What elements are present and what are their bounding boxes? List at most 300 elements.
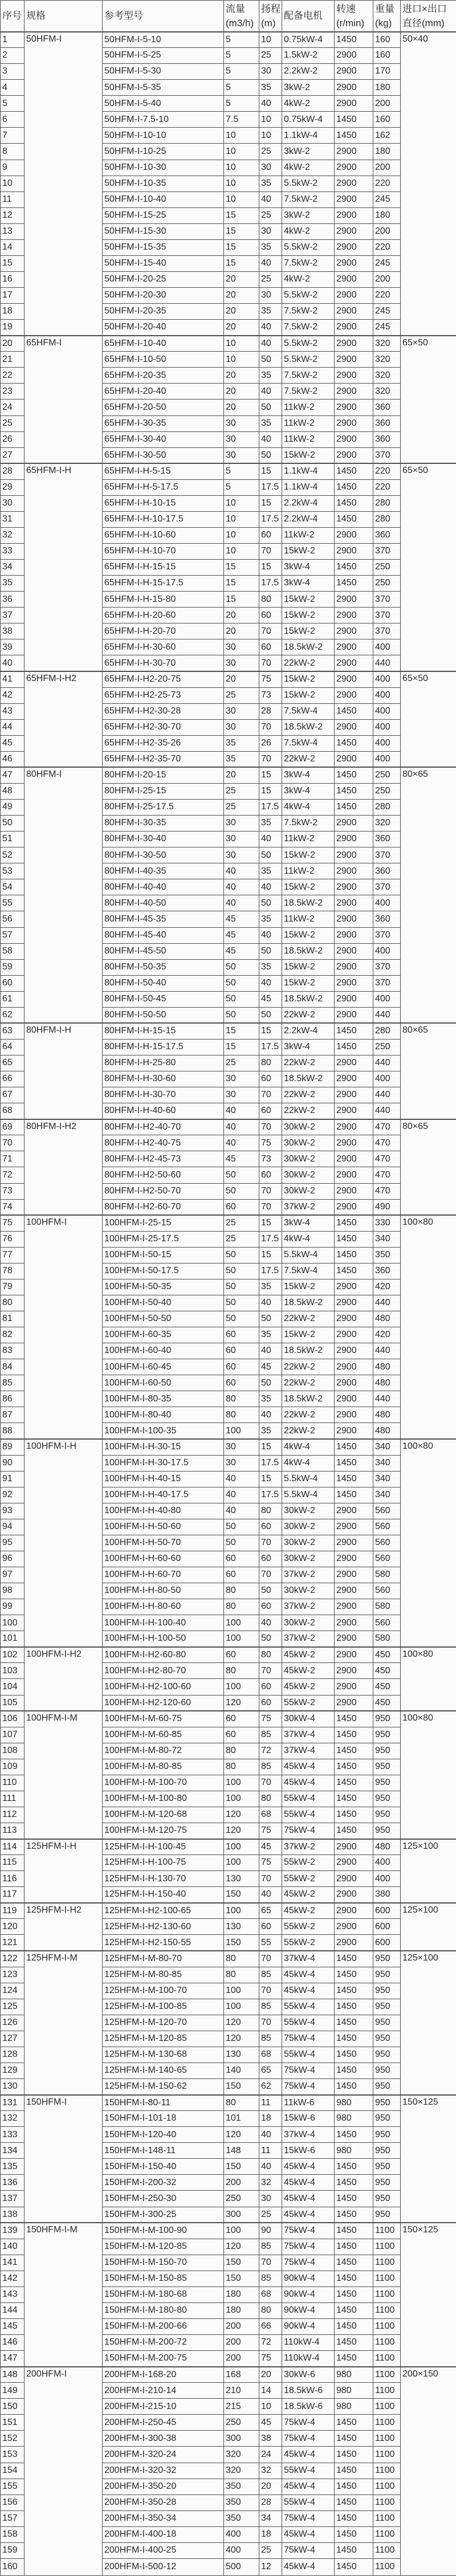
cell-head: 68 [259, 2286, 282, 2302]
cell-head: 30 [259, 288, 282, 304]
cell-motor: 18.5kW-2 [282, 1391, 335, 1407]
cell-motor: 5.5kW-2 [282, 336, 335, 352]
cell-weight: 600 [373, 1903, 401, 1919]
cell-head: 14 [259, 2383, 282, 2399]
cell-no: 68 [1, 1103, 25, 1119]
cell-flow: 10 [224, 160, 259, 176]
cell-weight: 380 [373, 1887, 401, 1903]
cell-flow: 50 [224, 975, 259, 991]
cell-weight: 370 [373, 959, 401, 975]
cell-head: 15 [259, 1023, 282, 1039]
cell-flow: 40 [224, 1119, 259, 1135]
cell-motor: 7.5kW-2 [282, 304, 335, 320]
cell-motor: 45kW-4 [282, 2447, 335, 2463]
cell-weight: 1100 [373, 2367, 401, 2383]
cell-weight: 440 [373, 1103, 401, 1119]
cell-speed: 2900 [335, 1119, 373, 1135]
cell-weight: 220 [373, 479, 401, 495]
cell-no: 154 [1, 2463, 25, 2479]
cell-model: 65HFM-I-H-30-70 [103, 655, 224, 671]
cell-flow: 200 [224, 2351, 259, 2367]
cell-flow: 20 [224, 384, 259, 400]
cell-head: 35 [259, 816, 282, 832]
cell-motor: 45kW-2 [282, 1663, 335, 1679]
cell-speed: 1450 [335, 2510, 373, 2526]
cell-model: 100HFM-I-60-50 [103, 1375, 224, 1391]
cell-flow: 100 [224, 1615, 259, 1631]
cell-speed: 2900 [335, 1647, 373, 1663]
cell-flow: 100 [224, 2223, 259, 2239]
cell-speed: 2900 [335, 623, 373, 639]
cell-weight: 360 [373, 400, 401, 415]
cell-head: 35 [259, 80, 282, 96]
cell-no: 139 [1, 2223, 25, 2239]
table-row [1, 1215, 456, 1231]
cell-head: 70 [259, 1663, 282, 1679]
cell-model: 125HFM-I-M-120-70 [103, 2015, 224, 2031]
cell-model: 100HFM-I-80-35 [103, 1391, 224, 1407]
cell-weight: 600 [373, 1935, 401, 1951]
cell-diameter: 65×50 [401, 336, 456, 464]
cell-no: 32 [1, 527, 25, 543]
cell-motor: 110kW-4 [282, 2335, 335, 2351]
cell-model: 125HFM-I-H-130-70 [103, 1871, 224, 1887]
cell-weight: 560 [373, 1615, 401, 1631]
cell-no: 18 [1, 304, 25, 320]
cell-speed: 2900 [335, 608, 373, 623]
cell-speed: 2900 [335, 1279, 373, 1295]
cell-head: 70 [259, 1535, 282, 1551]
cell-no: 38 [1, 623, 25, 639]
cell-weight: 950 [373, 2079, 401, 2095]
cell-head: 60 [259, 639, 282, 655]
cell-no: 55 [1, 895, 25, 911]
cell-motor: 30kW-2 [282, 1535, 335, 1551]
cell-speed: 1450 [335, 479, 373, 495]
cell-no: 16 [1, 271, 25, 287]
cell-model: 65HFM-I-H-15-17.5 [103, 576, 224, 592]
cell-model: 100HFM-I-100-35 [103, 1423, 224, 1439]
cell-flow: 60 [224, 1327, 259, 1343]
cell-model: 65HFM-I-H-20-60 [103, 608, 224, 623]
table-row [1, 1903, 456, 1919]
cell-model: 125HFM-I-M-140-65 [103, 2063, 224, 2078]
cell-no: 128 [1, 2047, 25, 2063]
cell-weight: 440 [373, 1391, 401, 1407]
cell-model: 65HFM-I-30-40 [103, 431, 224, 447]
cell-model: 100HFM-I-50-40 [103, 1295, 224, 1311]
cell-motor: 55kW-2 [282, 1855, 335, 1871]
cell-weight: 180 [373, 144, 401, 160]
cell-head: 70 [259, 655, 282, 671]
cell-speed: 1450 [335, 1743, 373, 1759]
cell-speed: 2900 [335, 1423, 373, 1439]
col-header-spec [25, 1, 103, 32]
cell-motor: 3kW-4 [282, 783, 335, 799]
cell-motor: 30kW-2 [282, 1151, 335, 1167]
cell-head: 60 [259, 1679, 282, 1695]
cell-head: 25 [259, 2207, 282, 2223]
cell-flow: 168 [224, 2367, 259, 2383]
cell-speed: 2900 [335, 1631, 373, 1647]
cell-spec: 65HFM-I-H [25, 463, 103, 671]
cell-speed: 2900 [335, 223, 373, 239]
cell-weight: 1100 [373, 2271, 401, 2286]
table-row [1, 463, 456, 479]
cell-flow: 50 [224, 959, 259, 975]
cell-model: 50HFM-I-20-30 [103, 288, 224, 304]
cell-model: 200HFM-I-250-45 [103, 2415, 224, 2431]
cell-no: 14 [1, 239, 25, 255]
cell-flow: 30 [224, 1439, 259, 1455]
cell-no: 137 [1, 2191, 25, 2207]
cell-model: 80HFM-I-H2-50-70 [103, 1183, 224, 1199]
cell-head: 85 [259, 1727, 282, 1743]
cell-no: 54 [1, 879, 25, 895]
cell-motor: 15kW-2 [282, 927, 335, 943]
cell-head: 65 [259, 1903, 282, 1919]
cell-speed: 2900 [335, 96, 373, 112]
cell-weight: 600 [373, 1919, 401, 1935]
cell-speed: 1450 [335, 1711, 373, 1727]
cell-no: 123 [1, 1967, 25, 1983]
cell-model: 150HFM-I-200-32 [103, 2175, 224, 2191]
cell-speed: 2900 [335, 1663, 373, 1679]
cell-flow: 320 [224, 2447, 259, 2463]
cell-model: 200HFM-I-300-38 [103, 2431, 224, 2447]
cell-speed: 2900 [335, 1295, 373, 1311]
cell-model: 80HFM-I-H-15-15 [103, 1023, 224, 1039]
cell-motor: 45kW-4 [282, 2159, 335, 2175]
cell-model: 80HFM-I-H2-40-75 [103, 1135, 224, 1151]
cell-speed: 2900 [335, 1343, 373, 1359]
cell-head: 73 [259, 1151, 282, 1167]
col-header-speed [335, 1, 373, 32]
cell-head: 25 [259, 207, 282, 223]
cell-head: 25 [259, 48, 282, 64]
cell-flow: 25 [224, 800, 259, 816]
cell-flow: 300 [224, 2431, 259, 2447]
cell-motor: 7.5kW-2 [282, 191, 335, 207]
cell-no: 63 [1, 1023, 25, 1039]
cell-speed: 2900 [335, 1087, 373, 1103]
cell-flow: 80 [224, 2095, 259, 2111]
cell-head: 70 [259, 751, 282, 767]
cell-no: 60 [1, 975, 25, 991]
cell-flow: 15 [224, 560, 259, 576]
cell-weight: 950 [373, 1727, 401, 1743]
cell-motor: 4kW-4 [282, 1455, 335, 1471]
cell-no: 95 [1, 1535, 25, 1551]
cell-flow: 140 [224, 2063, 259, 2078]
cell-weight: 480 [373, 1839, 401, 1855]
cell-speed: 1450 [335, 2063, 373, 2078]
cell-head: 28 [259, 2495, 282, 2510]
cell-model: 100HFM-I-H2-120-60 [103, 1695, 224, 1711]
cell-weight: 1100 [373, 2558, 401, 2575]
cell-speed: 1450 [335, 1727, 373, 1743]
cell-motor: 15kW-2 [282, 544, 335, 560]
cell-flow: 5 [224, 96, 259, 112]
cell-model: 150HFM-I-M-120-85 [103, 2239, 224, 2255]
cell-head: 70 [259, 544, 282, 560]
cell-speed: 1450 [335, 2335, 373, 2351]
cell-no: 159 [1, 2542, 25, 2558]
cell-model: 100HFM-I-50-50 [103, 1311, 224, 1327]
cell-no: 114 [1, 1839, 25, 1855]
cell-motor: 37kW-2 [282, 1199, 335, 1215]
cell-speed: 2900 [335, 1311, 373, 1327]
cell-flow: 20 [224, 767, 259, 783]
cell-no: 112 [1, 1807, 25, 1823]
cell-speed: 1450 [335, 2127, 373, 2143]
cell-speed: 1450 [335, 1247, 373, 1263]
cell-no: 72 [1, 1167, 25, 1183]
cell-model: 100HFM-I-H-30-17.5 [103, 1455, 224, 1471]
cell-flow: 60 [224, 1567, 259, 1583]
cell-model: 200HFM-I-320-24 [103, 2447, 224, 2463]
cell-weight: 950 [373, 1983, 401, 1999]
cell-speed: 2900 [335, 927, 373, 943]
cell-speed: 980 [335, 2383, 373, 2399]
cell-speed: 2900 [335, 832, 373, 847]
cell-weight: 340 [373, 1487, 401, 1503]
cell-speed: 1450 [335, 2318, 373, 2334]
cell-model: 65HFM-I-H2-35-26 [103, 735, 224, 751]
cell-flow: 300 [224, 2207, 259, 2223]
cell-model: 100HFM-I-H2-100-60 [103, 1679, 224, 1695]
cell-head: 24 [259, 2447, 282, 2463]
cell-motor: 45kW-4 [282, 2558, 335, 2575]
cell-head: 11 [259, 2095, 282, 2111]
cell-no: 41 [1, 671, 25, 687]
cell-speed: 980 [335, 2143, 373, 2159]
cell-motor: 55kW-4 [282, 1791, 335, 1807]
cell-motor: 75kW-4 [282, 2079, 335, 2095]
cell-head: 40 [259, 384, 282, 400]
cell-no: 77 [1, 1247, 25, 1263]
table-row [1, 1023, 456, 1039]
cell-no: 102 [1, 1647, 25, 1663]
cell-weight: 1100 [373, 2463, 401, 2479]
cell-model: 80HFM-I-40-35 [103, 863, 224, 879]
cell-no: 57 [1, 927, 25, 943]
cell-speed: 2900 [335, 1935, 373, 1951]
cell-motor: 3kW-2 [282, 80, 335, 96]
col-header-motor [282, 1, 335, 32]
cell-speed: 1450 [335, 1983, 373, 1999]
cell-head: 30 [259, 223, 282, 239]
cell-speed: 1450 [335, 2175, 373, 2191]
cell-motor: 7.5kW-2 [282, 384, 335, 400]
cell-diameter: 65×50 [401, 671, 456, 767]
cell-model: 65HFM-I-H2-25-73 [103, 687, 224, 703]
cell-flow: 120 [224, 2127, 259, 2143]
cell-motor: 55kW-2 [282, 1871, 335, 1887]
cell-model: 150HFM-I-250-30 [103, 2191, 224, 2207]
cell-motor: 18.5kW-6 [282, 2399, 335, 2415]
cell-no: 150 [1, 2399, 25, 2415]
cell-speed: 1450 [335, 2079, 373, 2095]
cell-model: 100HFM-I-H-50-60 [103, 1519, 224, 1535]
col-header-label: 重量 [375, 3, 394, 14]
cell-weight: 400 [373, 719, 401, 735]
cell-model: 50HFM-I-5-25 [103, 48, 224, 64]
table-row [1, 1119, 456, 1135]
cell-no: 138 [1, 2207, 25, 2223]
cell-motor: 7.5kW-2 [282, 368, 335, 384]
cell-model: 65HFM-I-20-35 [103, 368, 224, 384]
col-header-head [259, 1, 282, 32]
cell-no: 28 [1, 463, 25, 479]
cell-speed: 1450 [335, 1487, 373, 1503]
cell-no: 69 [1, 1119, 25, 1135]
cell-head: 70 [259, 719, 282, 735]
cell-motor: 55kW-4 [282, 2047, 335, 2063]
cell-weight: 440 [373, 1343, 401, 1359]
cell-head: 60 [259, 1599, 282, 1615]
cell-no: 113 [1, 1823, 25, 1839]
cell-head: 35 [259, 304, 282, 320]
cell-flow: 120 [224, 2031, 259, 2047]
cell-motor: 3kW-4 [282, 576, 335, 592]
cell-flow: 200 [224, 2335, 259, 2351]
col-header-label: 配备电机 [284, 10, 323, 22]
cell-model: 50HFM-I-10-25 [103, 144, 224, 160]
cell-head: 17.5 [259, 1487, 282, 1503]
cell-model: 100HFM-I-M-120-68 [103, 1807, 224, 1823]
cell-head: 17.5 [259, 1263, 282, 1279]
cell-motor: 45kW-4 [282, 2526, 335, 2542]
cell-flow: 200 [224, 2318, 259, 2334]
cell-motor: 15kW-2 [282, 1327, 335, 1343]
cell-flow: 150 [224, 1887, 259, 1903]
cell-head: 65 [259, 2063, 282, 2078]
cell-weight: 1100 [373, 2399, 401, 2415]
cell-motor: 11kW-2 [282, 863, 335, 879]
cell-model: 50HFM-I-20-35 [103, 304, 224, 320]
cell-no: 58 [1, 943, 25, 959]
cell-model: 65HFM-I-10-50 [103, 352, 224, 368]
cell-speed: 1450 [335, 2479, 373, 2495]
cell-motor: 22kW-2 [282, 1359, 335, 1375]
cell-no: 115 [1, 1855, 25, 1871]
cell-head: 40 [259, 336, 282, 352]
cell-model: 150HFM-I-M-150-85 [103, 2271, 224, 2286]
cell-head: 30 [259, 2191, 282, 2207]
cell-head: 50 [259, 1583, 282, 1599]
cell-head: 60 [259, 1519, 282, 1535]
cell-flow: 60 [224, 1375, 259, 1391]
cell-head: 50 [259, 1631, 282, 1647]
cell-motor: 15kW-2 [282, 1279, 335, 1295]
cell-motor: 18.5kW-2 [282, 639, 335, 655]
cell-head: 60 [259, 1103, 282, 1119]
cell-head: 75 [259, 1135, 282, 1151]
cell-diameter: 150×125 [401, 2095, 456, 2223]
cell-weight: 950 [373, 2031, 401, 2047]
cell-weight: 200 [373, 96, 401, 112]
cell-head: 45 [259, 1359, 282, 1375]
cell-flow: 130 [224, 1919, 259, 1935]
cell-motor: 22kW-2 [282, 1375, 335, 1391]
cell-no: 66 [1, 1071, 25, 1087]
cell-spec: 150HFM-I-M [25, 2223, 103, 2367]
cell-speed: 2900 [335, 1359, 373, 1375]
cell-flow: 100 [224, 1423, 259, 1439]
cell-no: 134 [1, 2143, 25, 2159]
cell-motor: 18.5kW-2 [282, 1295, 335, 1311]
cell-model: 65HFM-I-H2-30-28 [103, 703, 224, 719]
cell-no: 80 [1, 1295, 25, 1311]
cell-weight: 250 [373, 560, 401, 576]
cell-speed: 2900 [335, 847, 373, 863]
cell-flow: 25 [224, 687, 259, 703]
cell-diameter: 100×80 [401, 1647, 456, 1711]
cell-no: 153 [1, 2447, 25, 2463]
cell-flow: 50 [224, 1263, 259, 1279]
cell-motor: 3kW-2 [282, 207, 335, 223]
cell-speed: 1450 [335, 2239, 373, 2255]
cell-no: 98 [1, 1583, 25, 1599]
cell-speed: 1450 [335, 1039, 373, 1055]
cell-head: 70 [259, 623, 282, 639]
cell-flow: 400 [224, 2526, 259, 2542]
cell-speed: 2900 [335, 1183, 373, 1199]
cell-speed: 2900 [335, 288, 373, 304]
cell-head: 80 [259, 1791, 282, 1807]
cell-head: 26 [259, 735, 282, 751]
cell-model: 65HFM-I-10-40 [103, 336, 224, 352]
cell-motor: 18.5kW-2 [282, 991, 335, 1007]
cell-speed: 1450 [335, 2526, 373, 2542]
cell-flow: 250 [224, 2415, 259, 2431]
cell-speed: 1450 [335, 2159, 373, 2175]
cell-no: 132 [1, 2111, 25, 2127]
cell-model: 200HFM-I-320-32 [103, 2463, 224, 2479]
cell-head: 40 [259, 1343, 282, 1359]
cell-model: 100HFM-I-25-17.5 [103, 1231, 224, 1247]
cell-no: 62 [1, 1007, 25, 1023]
cell-model: 150HFM-I-M-200-72 [103, 2335, 224, 2351]
cell-head: 50 [259, 1375, 282, 1391]
cell-head: 35 [259, 911, 282, 927]
cell-weight: 420 [373, 1279, 401, 1295]
cell-no: 127 [1, 2031, 25, 2047]
cell-motor: 5.5kW-4 [282, 1487, 335, 1503]
cell-flow: 60 [224, 1727, 259, 1743]
cell-weight: 950 [373, 1967, 401, 1983]
cell-motor: 55kW-4 [282, 2015, 335, 2031]
cell-model: 100HFM-I-M-100-80 [103, 1791, 224, 1807]
cell-speed: 1450 [335, 1023, 373, 1039]
cell-flow: 15 [224, 223, 259, 239]
cell-head: 70 [259, 1775, 282, 1791]
cell-speed: 2900 [335, 943, 373, 959]
col-header-unit: (m3/h) [226, 17, 254, 28]
cell-flow: 20 [224, 623, 259, 639]
cell-flow: 40 [224, 1135, 259, 1151]
cell-motor: 45kW-4 [282, 2479, 335, 2495]
cell-no: 75 [1, 1215, 25, 1231]
cell-flow: 80 [224, 1967, 259, 1983]
cell-speed: 2900 [335, 447, 373, 463]
cell-model: 200HFM-I-350-28 [103, 2495, 224, 2510]
cell-flow: 25 [224, 1215, 259, 1231]
cell-no: 155 [1, 2479, 25, 2495]
cell-motor: 37kW-4 [282, 2127, 335, 2143]
cell-motor: 22kW-2 [282, 1407, 335, 1423]
